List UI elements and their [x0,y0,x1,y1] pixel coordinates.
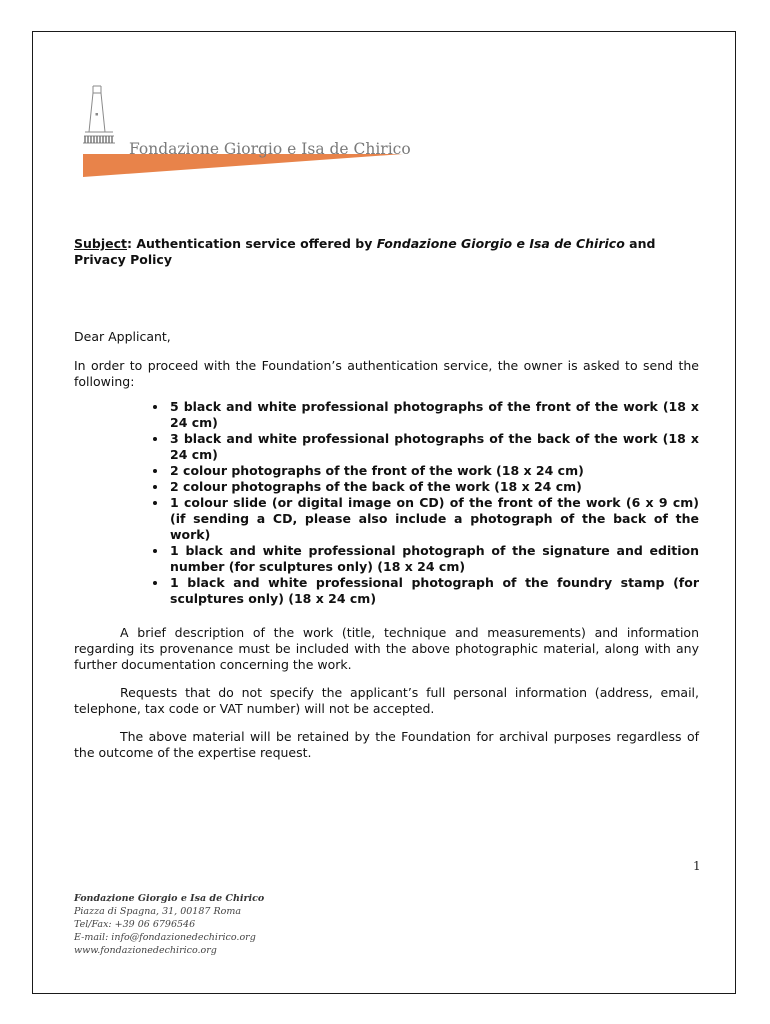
footer-website[interactable]: www.fondazionedechirico.org [74,945,217,956]
intro-paragraph: In order to proceed with the Foundation’s authentication service, the owner is asked to send the following: [74,358,699,389]
subject-label: Subject [74,236,127,251]
description-paragraph: A brief description of the work (title, technique and measurements) and information regarding its provenance must be included with the above photographic material, along with any further documentation concerning the work. [74,625,699,672]
list-item: • 1 black and white professional photograph of the signature and edition number (for sculptures only) (18 x 24 cm) [168,543,699,575]
footer-email[interactable]: E-mail: info@fondazionedechirico.org [74,932,256,943]
foundation-logo [83,82,423,182]
list-item: • 1 colour slide (or digital image on CD) of the front of the work (6 x 9 cm) (if sending a CD, please also include a photograph of the back of the work) [168,495,699,543]
letter-body [74,236,699,761]
document-page [32,31,736,994]
salutation: Dear Applicant, [74,329,171,344]
footer-address: Piazza di Spagna, 31, 00187 Roma [74,906,241,917]
page-number: 1 [693,859,701,873]
logo-text: Fondazione Giorgio e Isa de Chirico [129,140,411,158]
footer-name: Fondazione Giorgio e Isa de Chirico [74,893,265,904]
retention-paragraph: The above material will be retained by the Foundation for archival purposes regardless of the outcome of the expertise request. [74,729,699,760]
subject-text-after: and Privacy Policy [74,236,656,267]
list-item: • 5 black and white professional photographs of the front of the work (18 x 24 cm) [168,399,699,431]
requirements-list [74,399,699,607]
tower-icon [83,86,115,143]
colonnade-icon [85,136,112,143]
subject-line [74,236,699,268]
list-item: • 2 colour photographs of the front of the work (18 x 24 cm) [168,463,699,479]
subject-foundation-name: Fondazione Giorgio e Isa de Chirico [376,236,625,251]
footer-phone: Tel/Fax: +39 06 6796546 [74,919,196,930]
list-item: • 2 colour photographs of the back of the work (18 x 24 cm) [168,479,699,495]
footer [74,892,264,957]
subject-text-before: : Authentication service offered by [127,236,377,251]
requests-paragraph: Requests that do not specify the applicant’s full personal information (address, email, telephone, tax code or VAT number) will not be accepted. [74,685,699,716]
list-item: • 1 black and white professional photograph of the foundry stamp (for sculptures only) (18 x 24 cm) [168,575,699,607]
list-item: • 3 black and white professional photographs of the back of the work (18 x 24 cm) [168,431,699,463]
